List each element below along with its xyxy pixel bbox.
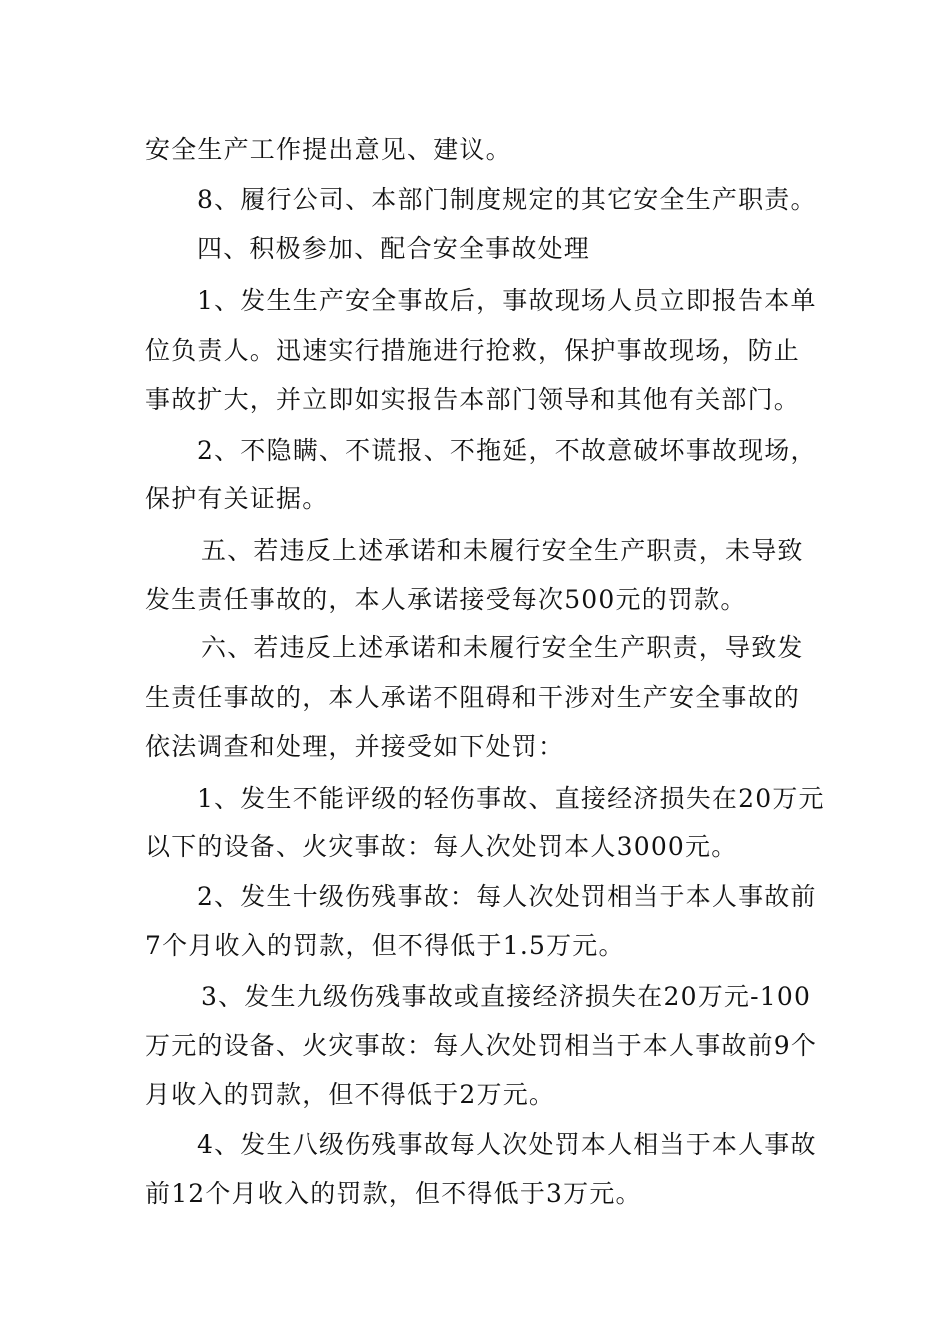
text-line: 1、发生不能评级的轻伤事故、直接经济损失在20万元 bbox=[197, 784, 825, 813]
text-line: 六、若违反上述承诺和未履行安全生产职责，导致发 bbox=[201, 633, 804, 662]
text-line: 五、若违反上述承诺和未履行安全生产职责，未导致 bbox=[201, 536, 804, 565]
text-line: 3、发生九级伤残事故或直接经济损失在20万元-100 bbox=[201, 982, 812, 1011]
text-line: 以下的设备、火灾事故：每人次处罚本人3000元。 bbox=[145, 832, 738, 861]
text-line: 8、履行公司、本部门制度规定的其它安全生产职责。 bbox=[197, 185, 817, 214]
text-line: 四、积极参加、配合安全事故处理 bbox=[197, 234, 591, 263]
text-line: 生责任事故的，本人承诺不阻碍和干涉对生产安全事故的 bbox=[145, 683, 801, 712]
text-line: 位负责人。迅速实行措施进行抢救，保护事故现场，防止 bbox=[145, 336, 801, 365]
text-line: 事故扩大，并立即如实报告本部门领导和其他有关部门。 bbox=[145, 385, 801, 414]
text-line: 4、发生八级伤残事故每人次处罚本人相当于本人事故 bbox=[197, 1130, 817, 1159]
text-line: 2、发生十级伤残事故：每人次处罚相当于本人事故前 bbox=[197, 882, 817, 911]
text-line: 月收入的罚款，但不得低于2万元。 bbox=[145, 1080, 556, 1109]
text-line: 1、发生生产安全事故后，事故现场人员立即报告本单 bbox=[197, 286, 817, 315]
text-line: 万元的设备、火灾事故：每人次处罚相当于本人事故前9个 bbox=[145, 1031, 818, 1060]
text-line: 保护有关证据。 bbox=[145, 484, 329, 513]
text-line: 7个月收入的罚款，但不得低于1.5万元。 bbox=[145, 931, 625, 960]
text-line: 前12个月收入的罚款，但不得低于3万元。 bbox=[145, 1179, 642, 1208]
text-line: 安全生产工作提出意见、建议。 bbox=[145, 135, 512, 164]
text-line: 2、不隐瞒、不谎报、不拖延，不故意破坏事故现场， bbox=[197, 436, 817, 465]
text-line: 发生责任事故的，本人承诺接受每次500元的罚款。 bbox=[145, 585, 747, 614]
text-line: 依法调查和处理，并接受如下处罚： bbox=[145, 732, 565, 761]
